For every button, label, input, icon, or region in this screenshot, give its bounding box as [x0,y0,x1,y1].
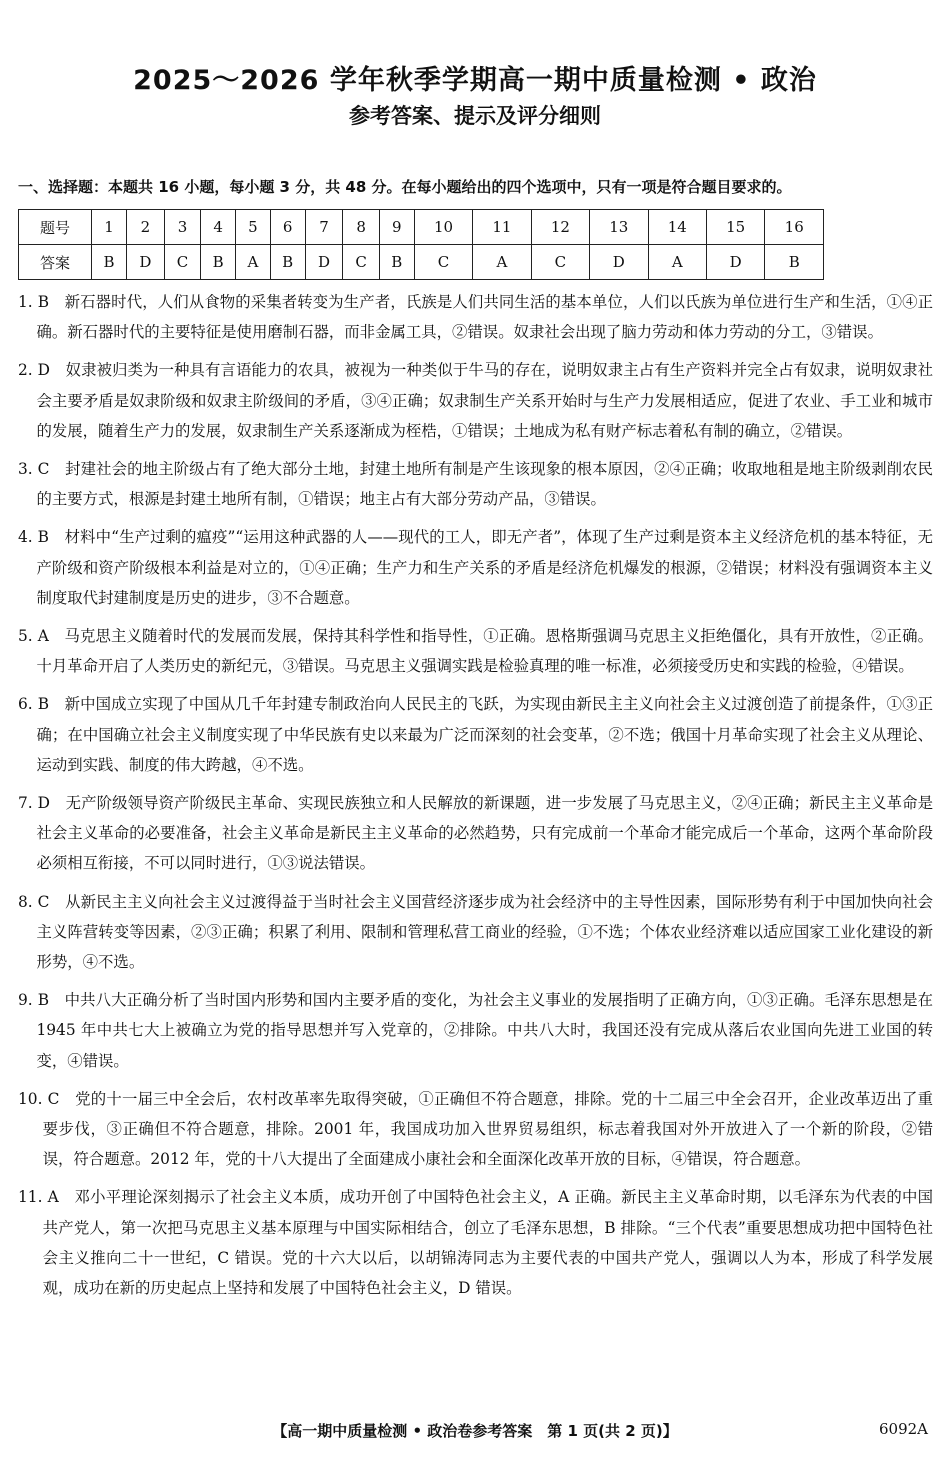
item-number: 7. D [18,794,51,813]
explanation-list [18,287,933,1311]
question-number: 7 [305,210,343,245]
question-number: 3 [164,210,200,245]
answer-cell: B [270,245,305,280]
item-number: 11. A [18,1188,59,1207]
answer-cell: D [590,245,648,280]
item-text: 邓小平理论深刻揭示了社会主义本质，成功开创了中国特色社会主义，A 正确。新民主主义革命时期，以毛泽东为代表的中国共产党人，第一次把马克思主义基本原理与中国实际相结合，创立了毛泽东思想，B 排除。“三个代表”重要思想成功把中国特色社会主义推向二十一世纪，C 错误。党的十六大以后，以胡锦涛同志为主要代表的中国共产党人，强调以人为本，形成了科学发展观，成功在新的历史起点上坚持和发展了中国特色社会主义，D 错误。 [42,1188,933,1298]
document-code: 6092A [878,1420,928,1438]
section-heading: 一、选择题：本题共 16 小题，每小题 3 分，共 48 分。在每小题给出的四个选项中，只有一项是符合题目要求的。 [18,178,792,196]
answer-row [19,245,824,280]
question-number: 15 [706,210,764,245]
item-text: 封建社会的地主阶级占有了绝大部分土地，封建土地所有制是产生该现象的根本原因，②④正确；收取地租是地主阶级剥削农民的主要方式，根源是封建土地所有制，①错误；地主占有大部分劳动产品，③错误。 [36,460,933,509]
question-number: 8 [343,210,379,245]
item-text: 无产阶级领导资产阶级民主革命、实现民族独立和人民解放的新课题，进一步发展了马克思主义，②④正确；新民主主义革命是社会主义革命的必要准备，社会主义革命是新民主主义革命的必然趋势，只有完成前一个革命才能完成后一个革命，这两个革命阶段必须相互衔接，不可以同时进行，①③说法错误。 [36,794,933,873]
answer-cell: D [305,245,343,280]
answer-cell: C [531,245,589,280]
question-number: 14 [648,210,706,245]
answer-cell: B [92,245,127,280]
row-label-numbers: 题号 [19,210,92,245]
item-text: 中共八大正确分析了当时国内形势和国内主要矛盾的变化，为社会主义事业的发展指明了正确方向，①③正确。毛泽东思想是在 1945 年中共七大上被确立为党的指导思想并写入党章的，②排除。中共八大时，我国还没有完成从落后农业国向先进工业国的转变，④错误。 [36,991,933,1070]
explanation-item [18,689,933,780]
answer-cell: B [765,245,824,280]
question-number: 12 [531,210,589,245]
item-number: 2. D [18,361,51,380]
answer-cell: A [473,245,531,280]
answer-cell: B [201,245,236,280]
explanation-item [18,522,933,613]
explanation-item [18,454,933,514]
answer-cell: D [706,245,764,280]
explanation-item [18,621,933,681]
answer-table [18,209,824,280]
question-number: 9 [379,210,414,245]
item-number: 5. A [18,627,49,646]
item-text: 新石器时代，人们从食物的采集者转变为生产者，氏族是人们共同生活的基本单位，人们以氏族为单位进行生产和生活，①④正确。新石器时代的主要特征是使用磨制石器，而非金属工具，②错误。奴隶社会出现了脑力劳动和体力劳动的分工，③错误。 [36,293,933,342]
item-number: 3. C [18,460,50,479]
explanation-item [18,985,933,1076]
explanation-item [18,1084,933,1175]
answer-cell: A [648,245,706,280]
question-number: 6 [270,210,305,245]
item-number: 10. C [18,1089,60,1108]
answer-cell: C [343,245,379,280]
question-number: 2 [126,210,164,245]
question-number: 1 [92,210,127,245]
question-number: 10 [414,210,472,245]
answer-cell: A [236,245,270,280]
answer-cell: B [379,245,414,280]
item-text: 马克思主义随着时代的发展而发展，保持其科学性和指导性，①正确。恩格斯强调马克思主义拒绝僵化，具有开放性，②正确。十月革命开启了人类历史的新纪元，③错误。马克思主义强调实践是检验真理的唯一标准，必须接受历史和实践的检验，④错误。 [36,627,933,676]
question-number: 4 [201,210,236,245]
item-number: 4. B [18,528,49,547]
page-subtitle: 参考答案、提示及评分细则 [349,104,601,128]
explanation-item [18,355,933,446]
item-text: 党的十一届三中全会后，农村改革率先取得突破，①正确但不符合题意，排除。党的十二届三中全会召开，企业改革迈出了重要步伐，③正确但不符合题意，排除。2001 年，我国成功加入世界贸易组织，标志着我国对外开放进入了一个新的阶段，②错误，符合题意。2012 年，党的十八大提出了全面建成小康社会和全面深化改革开放的目标，④错误，符合题意。 [42,1089,933,1169]
question-number: 16 [765,210,824,245]
explanation-item [18,887,933,978]
item-number: 9. B [18,991,50,1010]
item-text: 从新民主主义向社会主义过渡得益于当时社会主义国营经济逐步成为社会经济中的主导性因素，国际形势有利于中国加快向社会主义阵营转变等因素，②③正确；积累了利用、限制和管理私营工商业的经验，①不选；个体农业经济难以适应国家工业化建设的新形势，④不选。 [36,892,933,972]
item-number: 8. C [18,892,50,911]
item-text: 新中国成立实现了中国从几千年封建专制政治向人民民主的飞跃，为实现由新民主主义向社会主义过渡创造了前提条件，①③正确；在中国确立社会主义制度实现了中华民族有史以来最为广泛而深刻的社会变革，②不选；俄国十月革命实现了社会主义从理论、运动到实践、制度的伟大跨越，④不选。 [36,695,933,774]
explanation-item [18,287,933,347]
row-label-answers: 答案 [19,245,92,280]
answer-cell: C [164,245,200,280]
question-number-row [19,210,824,245]
answer-cell: C [414,245,472,280]
question-number: 11 [473,210,531,245]
question-number: 5 [236,210,270,245]
answer-cell: D [126,245,164,280]
page-footer: 【高一期中质量检测 • 政治卷参考答案 第 1 页(共 2 页)】 [272,1422,678,1440]
item-number: 1. B [18,293,50,311]
item-text: 材料中“生产过剩的瘟疫”“运用这种武器的人——现代的工人，即无产者”，体现了生产过剩是资本主义经济危机的基本特征，无产阶级和资产阶级根本利益是对立的，①④正确；生产力和生产关系的矛盾是经济危机爆发的根源，②错误；材料没有强调资本主义制度取代封建制度是历史的进步，③不合题意。 [36,528,933,607]
item-number: 6. B [18,695,50,714]
item-text: 奴隶被归类为一种具有言语能力的农具，被视为一种类似于牛马的存在，说明奴隶主占有生产资料并完全占有奴隶，说明奴隶社会主要矛盾是奴隶阶级和奴隶主阶级间的矛盾，③④正确；奴隶制生产关系开始时与生产力发展相适应，促进了农业、手工业和城市的发展，随着生产力的发展，奴隶制生产关系逐渐成为桎梏，①错误；土地成为私有财产标志着私有制的确立，②错误。 [36,361,933,440]
page-title: 2025～2026 学年秋季学期高一期中质量检测 • 政治 [133,65,817,96]
explanation-item [18,788,933,879]
explanation-item [18,1182,933,1303]
question-number: 13 [590,210,648,245]
